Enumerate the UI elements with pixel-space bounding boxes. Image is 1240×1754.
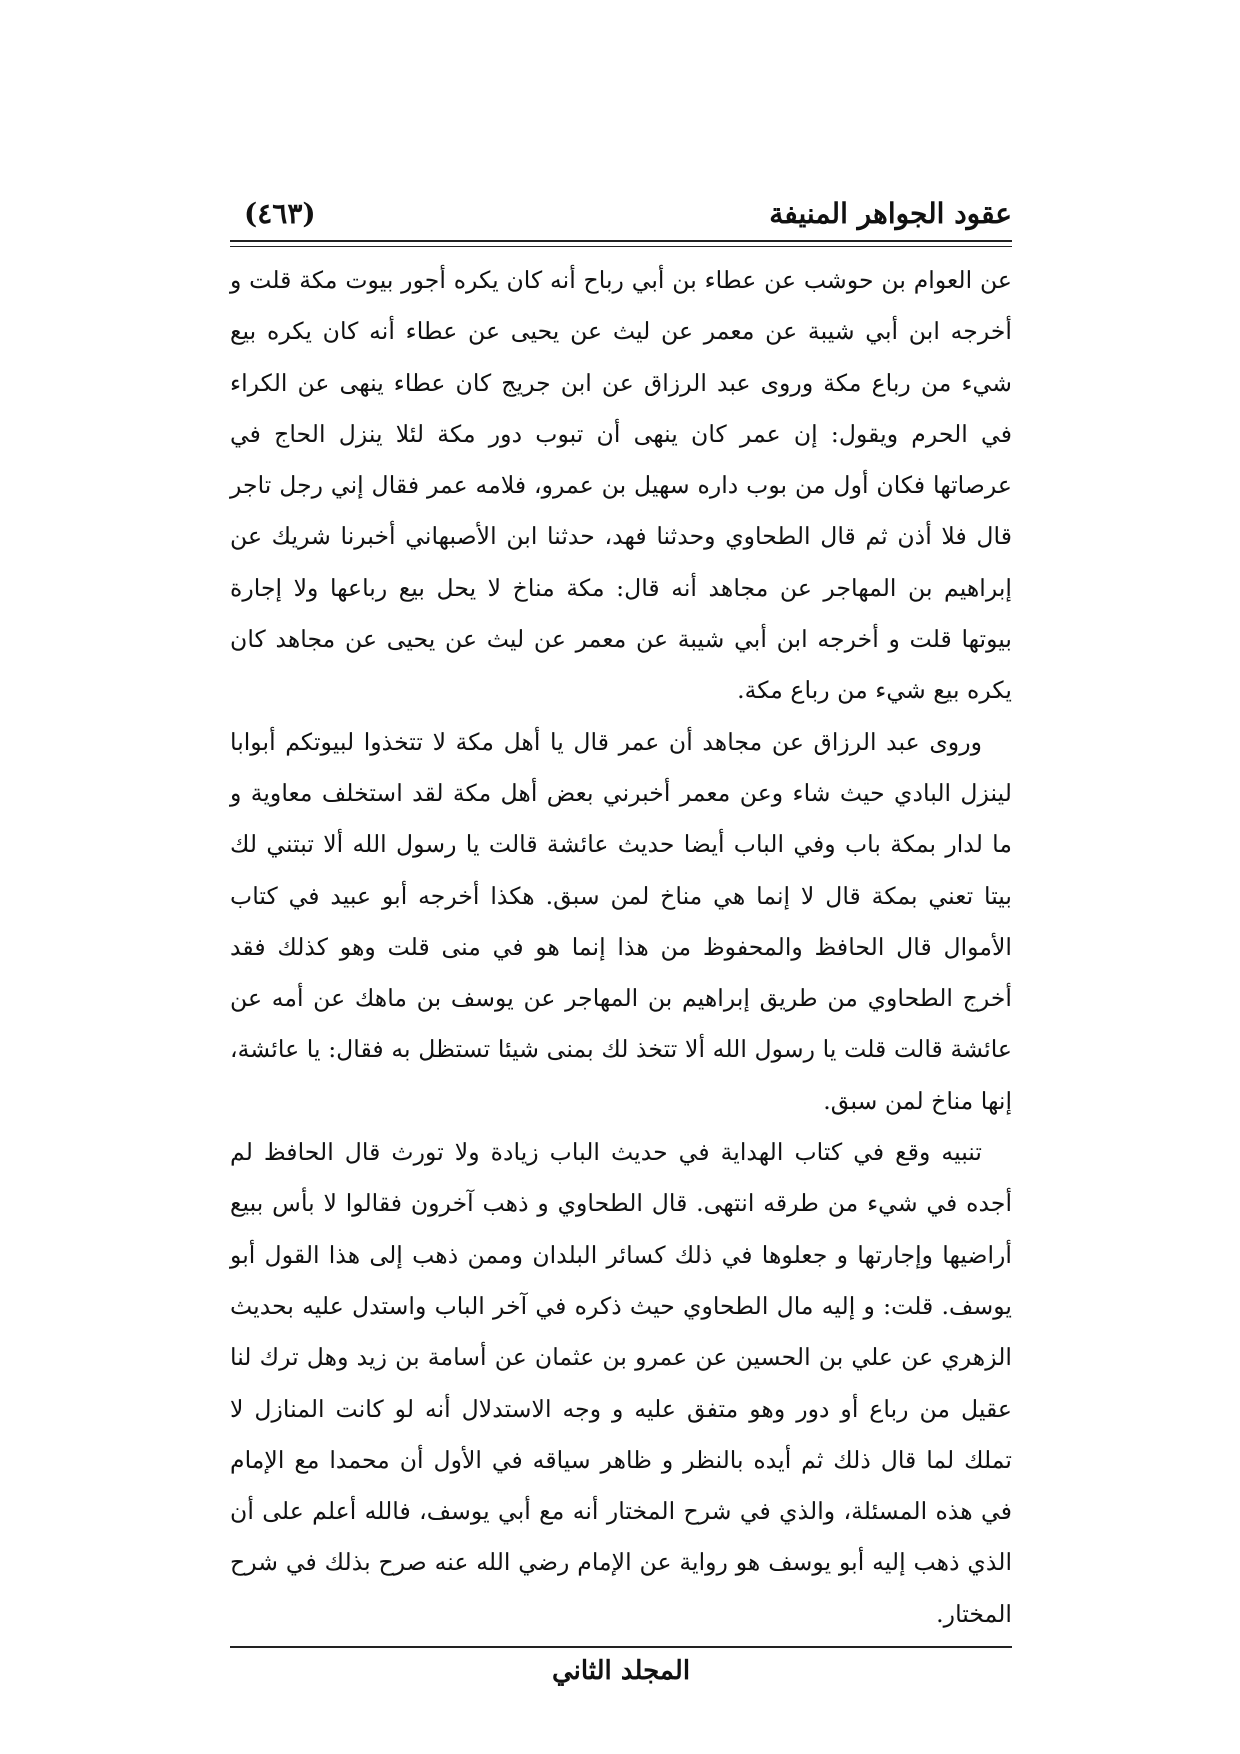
paragraph: وروى عبد الرزاق عن مجاهد أن عمر قال يا أهل مكة لا تتخذوا لبيوتكم أبوابا لينزل البادي حيث شاء وعن معمر أخبرني بعض أهل مكة لقد استخلف معاوية و ما لدار بمكة باب وفي الباب أيضا حديث عائشة قالت يا رسول الله ألا تبتني لك بيتا تعني بمكة قال لا إنما هي مناخ لمن سبق. هكذا أخرجه أبو عبيد في كتاب الأموال قال الحافظ والمحفوظ من هذا إنما هو في منى قلت وهو كذلك فقد أخرج الطحاوي من طريق إبراهيم بن المهاجر عن يوسف بن ماهك عن أمه عن عائشة قالت قلت يا رسول الله ألا تتخذ لك بمنى شيئا تستظل به فقال: يا عائشة، إنها مناخ لمن سبق. [230, 727, 1012, 1115]
paragraph: عن العوام بن حوشب عن عطاء بن أبي رباح أنه كان يكره أجور بيوت مكة قلت و أخرجه ابن أبي شيبة عن معمر عن ليث عن يحيى عن عطاء أنه كان يكره بيع شيء من رباع مكة وروى عبد الرزاق عن ابن جريج كان عطاء ينهى عن الكراء في الحرم ويقول: إن عمر كان ينهى أن تبوب دور مكة لئلا ينزل الحاج في عرصاتها فكان أول من بوب داره سهيل بن عمرو، فلامه عمر فقال إني رجل تاجر قال فلا أذن ثم قال الطحاوي وحدثنا فهد، حدثنا ابن الأصبهاني أخبرنا شريك عن إبراهيم بن المهاجر عن مجاهد أنه قال: مكة مناخ لا يحل بيع رباعها ولا إجارة بيوتها قلت و أخرجه ابن أبي شيبة عن معمر عن ليث عن يحيى عن مجاهد كان يكره بيع شيء من رباع مكة. [230, 266, 1012, 705]
footer-divider [230, 1646, 1012, 1648]
page-header [230, 186, 1012, 230]
document-page [230, 186, 1012, 1687]
paragraph: تنبيه وقع في كتاب الهداية في حديث الباب زيادة ولا تورث قال الحافظ لم أجده في شيء من طرقه انتهى. قال الطحاوي و ذهب آخرون فقالوا لا بأس ببيع أراضيها وإجارتها و جعلوها في ذلك كسائر البلدان وممن ذهب إلى هذا القول أبو يوسف. قلت: و إليه مال الطحاوي حيث ذكره في آخر الباب واستدل عليه بحديث الزهري عن علي بن الحسين عن عمرو بن عثمان عن أسامة بن زيد وهل ترك لنا عقيل من رباع أو دور وهو متفق عليه و وجه الاستدلال أنه لو كانت المنازل لا تملك لما قال ذلك ثم أيده بالنظر و ظاهر سياقه في الأول أن محمدا مع الإمام في هذه المسئلة، والذي في شرح المختار أنه مع أبي يوسف، فالله أعلم على أن الذي ذهب إليه أبو يوسف هو رواية عن الإمام رضي الله عنه صرح بذلك في شرح المختار. [230, 1138, 1012, 1628]
header-divider [230, 240, 1012, 247]
body-text [230, 255, 1012, 1640]
page-number: (٤٦٣) [244, 197, 316, 230]
running-title: عقود الجواهر المنيفة [769, 197, 1012, 230]
volume-label: المجلد الثاني [551, 1656, 691, 1687]
